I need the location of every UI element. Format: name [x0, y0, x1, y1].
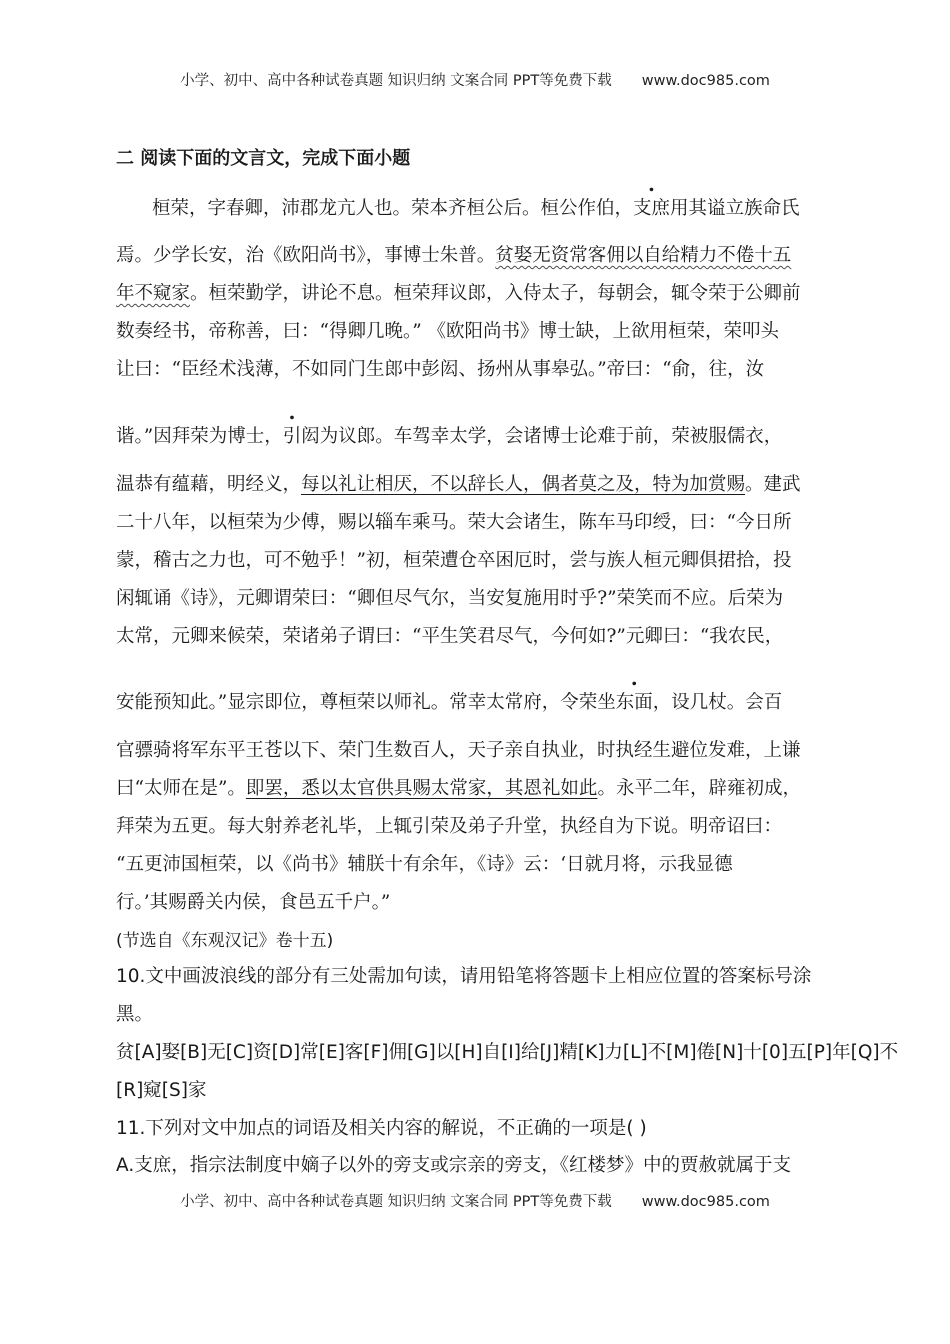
passage-line-9: 蒙，稽古之力也，可不勉乎！”初，桓荣遭仓卒困厄时，尝与族人桓元卿俱捃拾，投 [116, 550, 792, 571]
passage-line-14: 曰“太师在是”。即罢，悉以太官供具赐太常家，其恩礼如此。永平二年，辟雍初成， [116, 778, 801, 799]
passage-line-7: 温恭有蕴藉，明经义，每以礼让相厌，不以辞长人，偶者莫之及，特为加赏赐。建武 [116, 474, 801, 495]
footer-url[interactable]: www.doc985.com [641, 1194, 770, 1210]
dotted-word-zhishu: 支庶 [633, 198, 671, 219]
passage-line-2: 焉。少学长安，治《欧阳尚书》，事博士朱普。贫娶无资常客佣以自给精力不倦十五 [116, 245, 792, 266]
passage-source: (节选自《东观汉记》卷十五) [116, 931, 334, 951]
wavy-underline-segment-1: 贫娶无资常客佣以自给精力不倦十五 [495, 245, 792, 266]
q10-options-line-1: 贫[A]娶[B]无[C]资[D]常[E]客[F]佣[G]以[H]自[I]给[J]精[K]力[L]不[M]倦[N]十[0]五[P]年[Q]不 [116, 1042, 899, 1063]
q10-prompt-line-1: 10.文中画波浪线的部分有三处需加句读，请用铅笔将答题卡上相应位置的答案标号涂 [116, 966, 812, 987]
passage-line-16: “五更沛国桓荣，以《尚书》辅朕十有余年，《诗》云：‘日就月将，示我显德 [116, 854, 733, 875]
passage-line-6: 谐。”因拜荣为博士，引闳为议郎。车驾幸太学，会诸博士论难于前，荣被服儒衣， [116, 424, 782, 450]
header-text: 小学、初中、高中各种试卷真题 知识归纳 文案合同 PPT等免费下载 [180, 73, 612, 89]
passage-line-13: 官骠骑将军东平王苍以下、荣门生数百人，天子亲自执业，时执经生避位发难，上谦 [116, 740, 801, 761]
q11-prompt: 11.下列对文中加点的词语及相关内容的解说，不正确的一项是( ) [116, 1118, 647, 1139]
header-url[interactable]: www.doc985.com [641, 73, 770, 89]
underlined-sentence-1: 每以礼让相厌，不以辞长人，偶者莫之及，特为加赏赐 [301, 474, 746, 495]
q10-prompt-line-2: 黑。 [116, 1004, 154, 1025]
passage-line-8: 二十八年，以桓荣为少傅，赐以辎车乘马。荣大会诸生，陈车马印绶，曰：“今日所 [116, 512, 792, 533]
passage-line-5: 让曰：“臣经术浅薄，不如同门生郎中彭闳、扬州从事皋弘。”帝曰：“俞，往，汝 [116, 359, 765, 380]
passage-line-1: 桓荣，字春卿，沛郡龙亢人也。荣本齐桓公后。桓公作伯，支庶用其谥立族命氏 [152, 196, 800, 222]
dotted-word-dongmian: 东面 [615, 692, 653, 713]
page-footer [0, 1190, 950, 1211]
wavy-underline-segment-2: 年不窥家 [116, 283, 191, 304]
passage-line-17: 行。’其赐爵关内侯，食邑五千户。” [116, 892, 391, 913]
underlined-sentence-2: 即罢，悉以太官供具赐太常家，其恩礼如此 [245, 778, 598, 799]
passage-line-4: 数奏经书，帝称善，曰：“得卿几晚。” 《欧阳尚书》博士缺，上欲用桓荣，荣叩头 [116, 321, 780, 342]
page-header [0, 69, 950, 90]
passage-line-15: 拜荣为五更。每大射养老礼毕，上辄引荣及弟子升堂，执经自为下说。明帝诏曰： [116, 816, 783, 837]
footer-text: 小学、初中、高中各种试卷真题 知识归纳 文案合同 PPT等免费下载 [180, 1194, 612, 1210]
dotted-word-yin: 引 [282, 426, 302, 447]
q11-option-a: A.支庶，指宗法制度中嫡子以外的旁支或宗亲的旁支，《红楼梦》中的贾赦就属于支 [116, 1155, 791, 1176]
passage-line-10: 闲辄诵《诗》，元卿谓荣曰：“卿但尽气尔，当安复施用时乎?”荣笑而不应。后荣为 [116, 588, 784, 609]
passage-line-11: 太常，元卿来候荣，荣诸弟子谓曰：“平生笑君尽气，今何如?”元卿曰：“我农民， [116, 626, 784, 647]
passage-line-3: 年不窥家。桓荣勤学，讲论不息。桓荣拜议郎，入侍太子，每朝会，辄令荣于公卿前 [116, 283, 801, 304]
q10-options-line-2: [R]窥[S]家 [116, 1080, 207, 1101]
passage-line-12: 安能预知此。”显宗即位，尊桓荣以师礼。常幸太常府，令荣坐东面，设几杖。会百 [116, 690, 782, 716]
section-title: 二 阅读下面的文言文，完成下面小题 [116, 148, 411, 169]
